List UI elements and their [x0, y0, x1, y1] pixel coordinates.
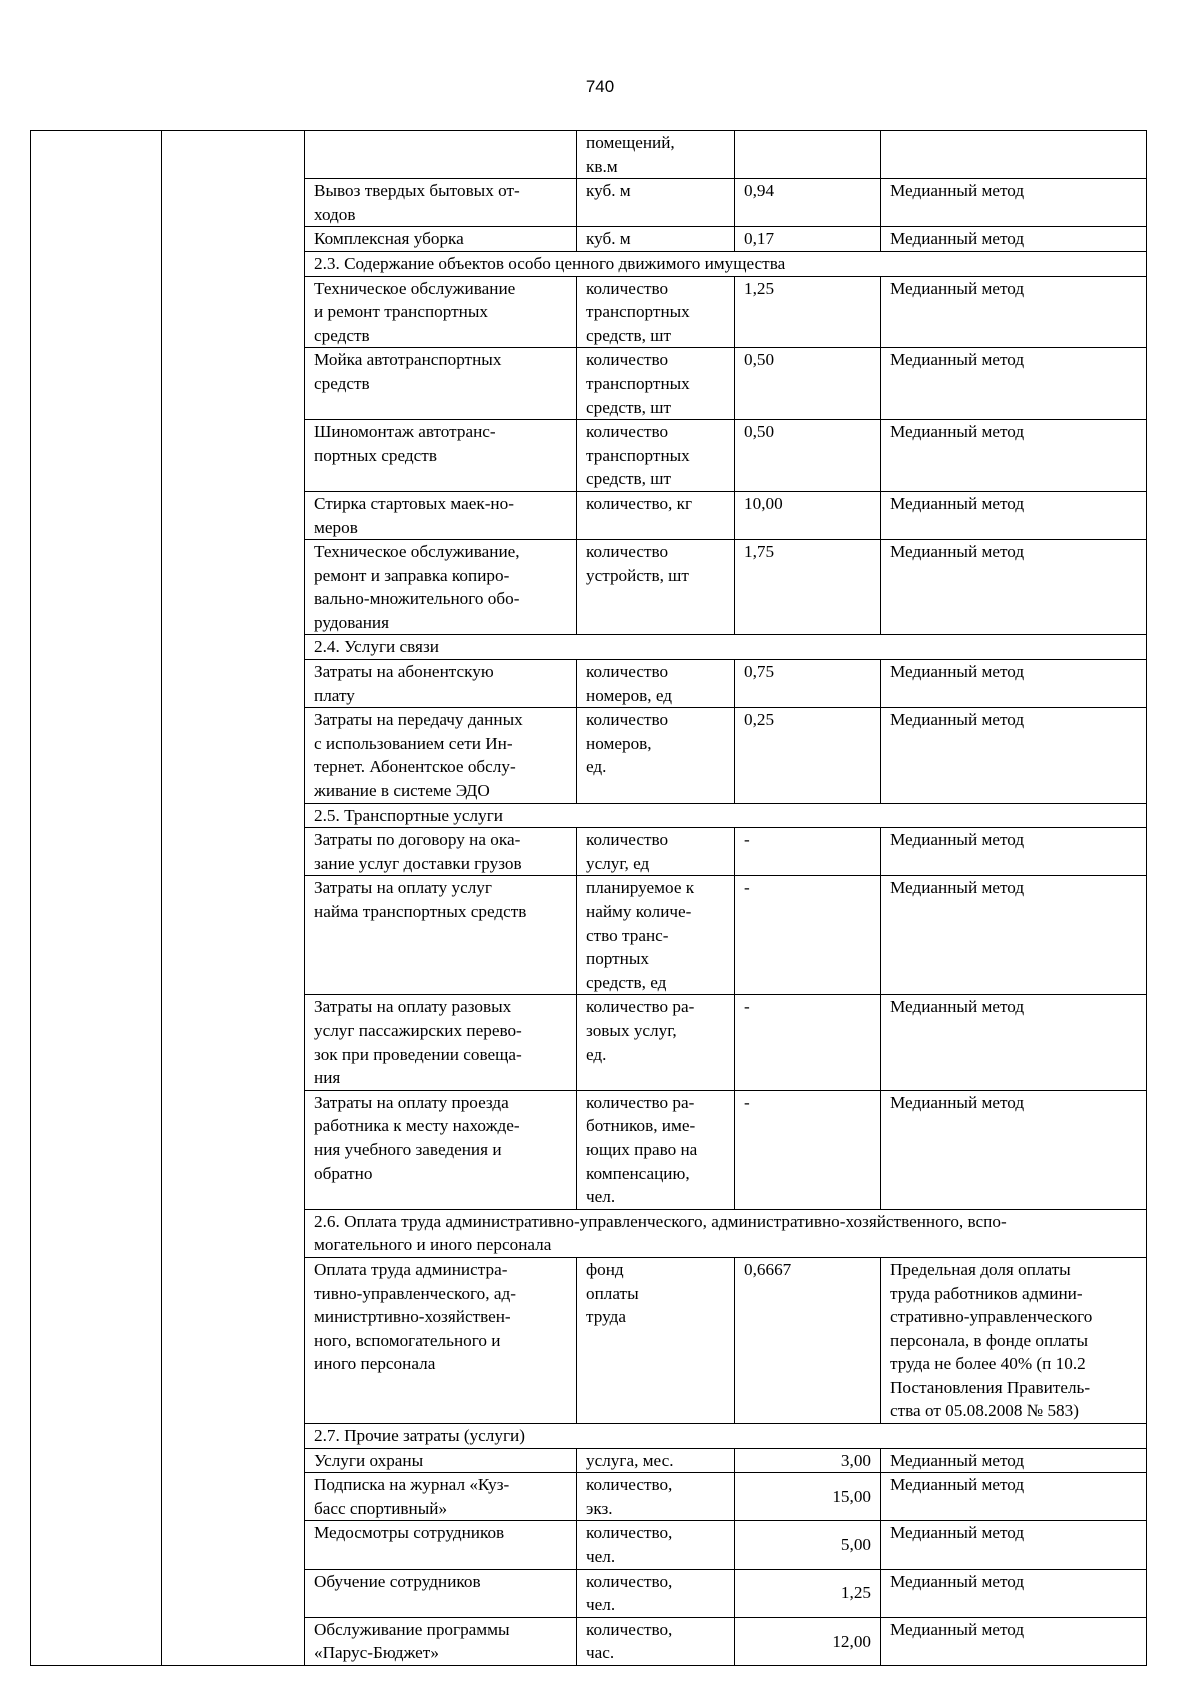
cost-item-name: Услуги охраны	[305, 1448, 577, 1473]
cost-item-name	[305, 131, 577, 179]
unit-of-measure: планируемое к найму количе- ство транс- портных средств, ед	[577, 876, 735, 995]
cost-item-name: Обслуживание программы «Парус-Бюджет»	[305, 1617, 577, 1665]
norm-value: 0,94	[735, 179, 881, 227]
unit-of-measure: количество устройств, шт	[577, 540, 735, 635]
cost-item-name: Затраты на оплату разовых услуг пассажирских перево- зок при проведении совеща- ния	[305, 995, 577, 1090]
unit-of-measure: количество ра- ботников, име- ющих право на компенсацию, чел.	[577, 1090, 735, 1209]
calculation-method: Медианный метод	[881, 995, 1147, 1090]
section-heading: 2.6. Оплата труда административно-управленческого, административно-хозяйственного, вспо- могательного и иного персонала	[305, 1209, 1147, 1257]
unit-of-measure: помещений, кв.м	[577, 131, 735, 179]
calculation-method: Медианный метод	[881, 1090, 1147, 1209]
calculation-method: Медианный метод	[881, 491, 1147, 539]
cost-item-name: Подписка на журнал «Куз- басс спортивный»	[305, 1473, 577, 1521]
norm-value: 5,00	[735, 1521, 881, 1569]
norm-value: 3,00	[735, 1448, 881, 1473]
cost-item-name: Вывоз твердых бытовых от- ходов	[305, 179, 577, 227]
cost-item-name: Шиномонтаж автотранс- портных средств	[305, 420, 577, 492]
unit-of-measure: фонд оплаты труда	[577, 1257, 735, 1423]
unit-of-measure: количество транспортных средств, шт	[577, 420, 735, 492]
norm-value: 1,25	[735, 1569, 881, 1617]
unit-of-measure: количество транспортных средств, шт	[577, 276, 735, 348]
cost-item-name: Затраты на передачу данных с использованием сети Ин- тернет. Абонентское обслу- живание в системе ЭДО	[305, 708, 577, 803]
norm-value: 0,50	[735, 348, 881, 420]
page-number: 740	[585, 77, 615, 96]
norm-value: 1,75	[735, 540, 881, 635]
cost-item-name: Затраты по договору на ока- зание услуг доставки грузов	[305, 828, 577, 876]
unit-of-measure: количество транспортных средств, шт	[577, 348, 735, 420]
norm-value: 0,25	[735, 708, 881, 803]
norm-value: 0,6667	[735, 1257, 881, 1423]
unit-of-measure: количество номеров, ед.	[577, 708, 735, 803]
calculation-method: Медианный метод	[881, 876, 1147, 995]
calculation-method: Медианный метод	[881, 1569, 1147, 1617]
cost-item-name: Мойка автотранспортных средств	[305, 348, 577, 420]
cost-norms-table	[30, 130, 1147, 1666]
cost-item-name: Обучение сотрудников	[305, 1569, 577, 1617]
norm-value: 12,00	[735, 1617, 881, 1665]
calculation-method: Медианный метод	[881, 540, 1147, 635]
unit-of-measure: количество ра- зовых услуг, ед.	[577, 995, 735, 1090]
calculation-method: Медианный метод	[881, 1617, 1147, 1665]
norm-value: 10,00	[735, 491, 881, 539]
cost-item-name: Техническое обслуживание, ремонт и заправка копиро- вально-множительного обо- рудования	[305, 540, 577, 635]
cost-item-name: Медосмотры сотрудников	[305, 1521, 577, 1569]
empty-column-1	[31, 131, 162, 1666]
unit-of-measure: куб. м	[577, 179, 735, 227]
unit-of-measure: количество, кг	[577, 491, 735, 539]
calculation-method: Медианный метод	[881, 828, 1147, 876]
calculation-method: Медианный метод	[881, 420, 1147, 492]
norm-value: 0,50	[735, 420, 881, 492]
norm-value: 1,25	[735, 276, 881, 348]
calculation-method: Предельная доля оплаты труда работников админи- стративно-управленческого персонала, в фонде оплаты труда не более 40% (п 10.2 Постановления Правитель- ства от 05.08.2008 № 583)	[881, 1257, 1147, 1423]
empty-column-2	[162, 131, 305, 1666]
cost-item-name: Стирка стартовых маек-но- меров	[305, 491, 577, 539]
cost-item-name: Затраты на абонентскую плату	[305, 660, 577, 708]
norm-value: 15,00	[735, 1473, 881, 1521]
calculation-method: Медианный метод	[881, 1448, 1147, 1473]
unit-of-measure: количество услуг, ед	[577, 828, 735, 876]
unit-of-measure: количество, час.	[577, 1617, 735, 1665]
section-heading: 2.5. Транспортные услуги	[305, 803, 1147, 828]
cost-item-name: Затраты на оплату услуг найма транспортных средств	[305, 876, 577, 995]
section-heading: 2.4. Услуги связи	[305, 635, 1147, 660]
unit-of-measure: количество, чел.	[577, 1521, 735, 1569]
unit-of-measure: количество, чел.	[577, 1569, 735, 1617]
norm-value: 0,75	[735, 660, 881, 708]
calculation-method: Медианный метод	[881, 1521, 1147, 1569]
section-heading: 2.3. Содержание объектов особо ценного движимого имущества	[305, 251, 1147, 276]
unit-of-measure: количество номеров, ед	[577, 660, 735, 708]
table-row	[31, 131, 1147, 179]
unit-of-measure: куб. м	[577, 227, 735, 252]
calculation-method: Медианный метод	[881, 179, 1147, 227]
calculation-method: Медианный метод	[881, 276, 1147, 348]
norm-value: -	[735, 876, 881, 995]
calculation-method: Медианный метод	[881, 1473, 1147, 1521]
section-heading: 2.7. Прочие затраты (услуги)	[305, 1424, 1147, 1449]
unit-of-measure: услуга, мес.	[577, 1448, 735, 1473]
cost-item-name: Оплата труда администра- тивно-управленческого, ад- министртивно-хозяйствен- ного, вспомогательного и иного персонала	[305, 1257, 577, 1423]
cost-item-name: Комплексная уборка	[305, 227, 577, 252]
cost-item-name: Затраты на оплату проезда работника к месту нахожде- ния учебного заведения и обратно	[305, 1090, 577, 1209]
norm-value	[735, 131, 881, 179]
norm-value: 0,17	[735, 227, 881, 252]
calculation-method	[881, 131, 1147, 179]
norm-value: -	[735, 995, 881, 1090]
calculation-method: Медианный метод	[881, 660, 1147, 708]
unit-of-measure: количество, экз.	[577, 1473, 735, 1521]
norm-value: -	[735, 1090, 881, 1209]
calculation-method: Медианный метод	[881, 227, 1147, 252]
calculation-method: Медианный метод	[881, 348, 1147, 420]
calculation-method: Медианный метод	[881, 708, 1147, 803]
norm-value: -	[735, 828, 881, 876]
cost-item-name: Техническое обслуживание и ремонт транспортных средств	[305, 276, 577, 348]
